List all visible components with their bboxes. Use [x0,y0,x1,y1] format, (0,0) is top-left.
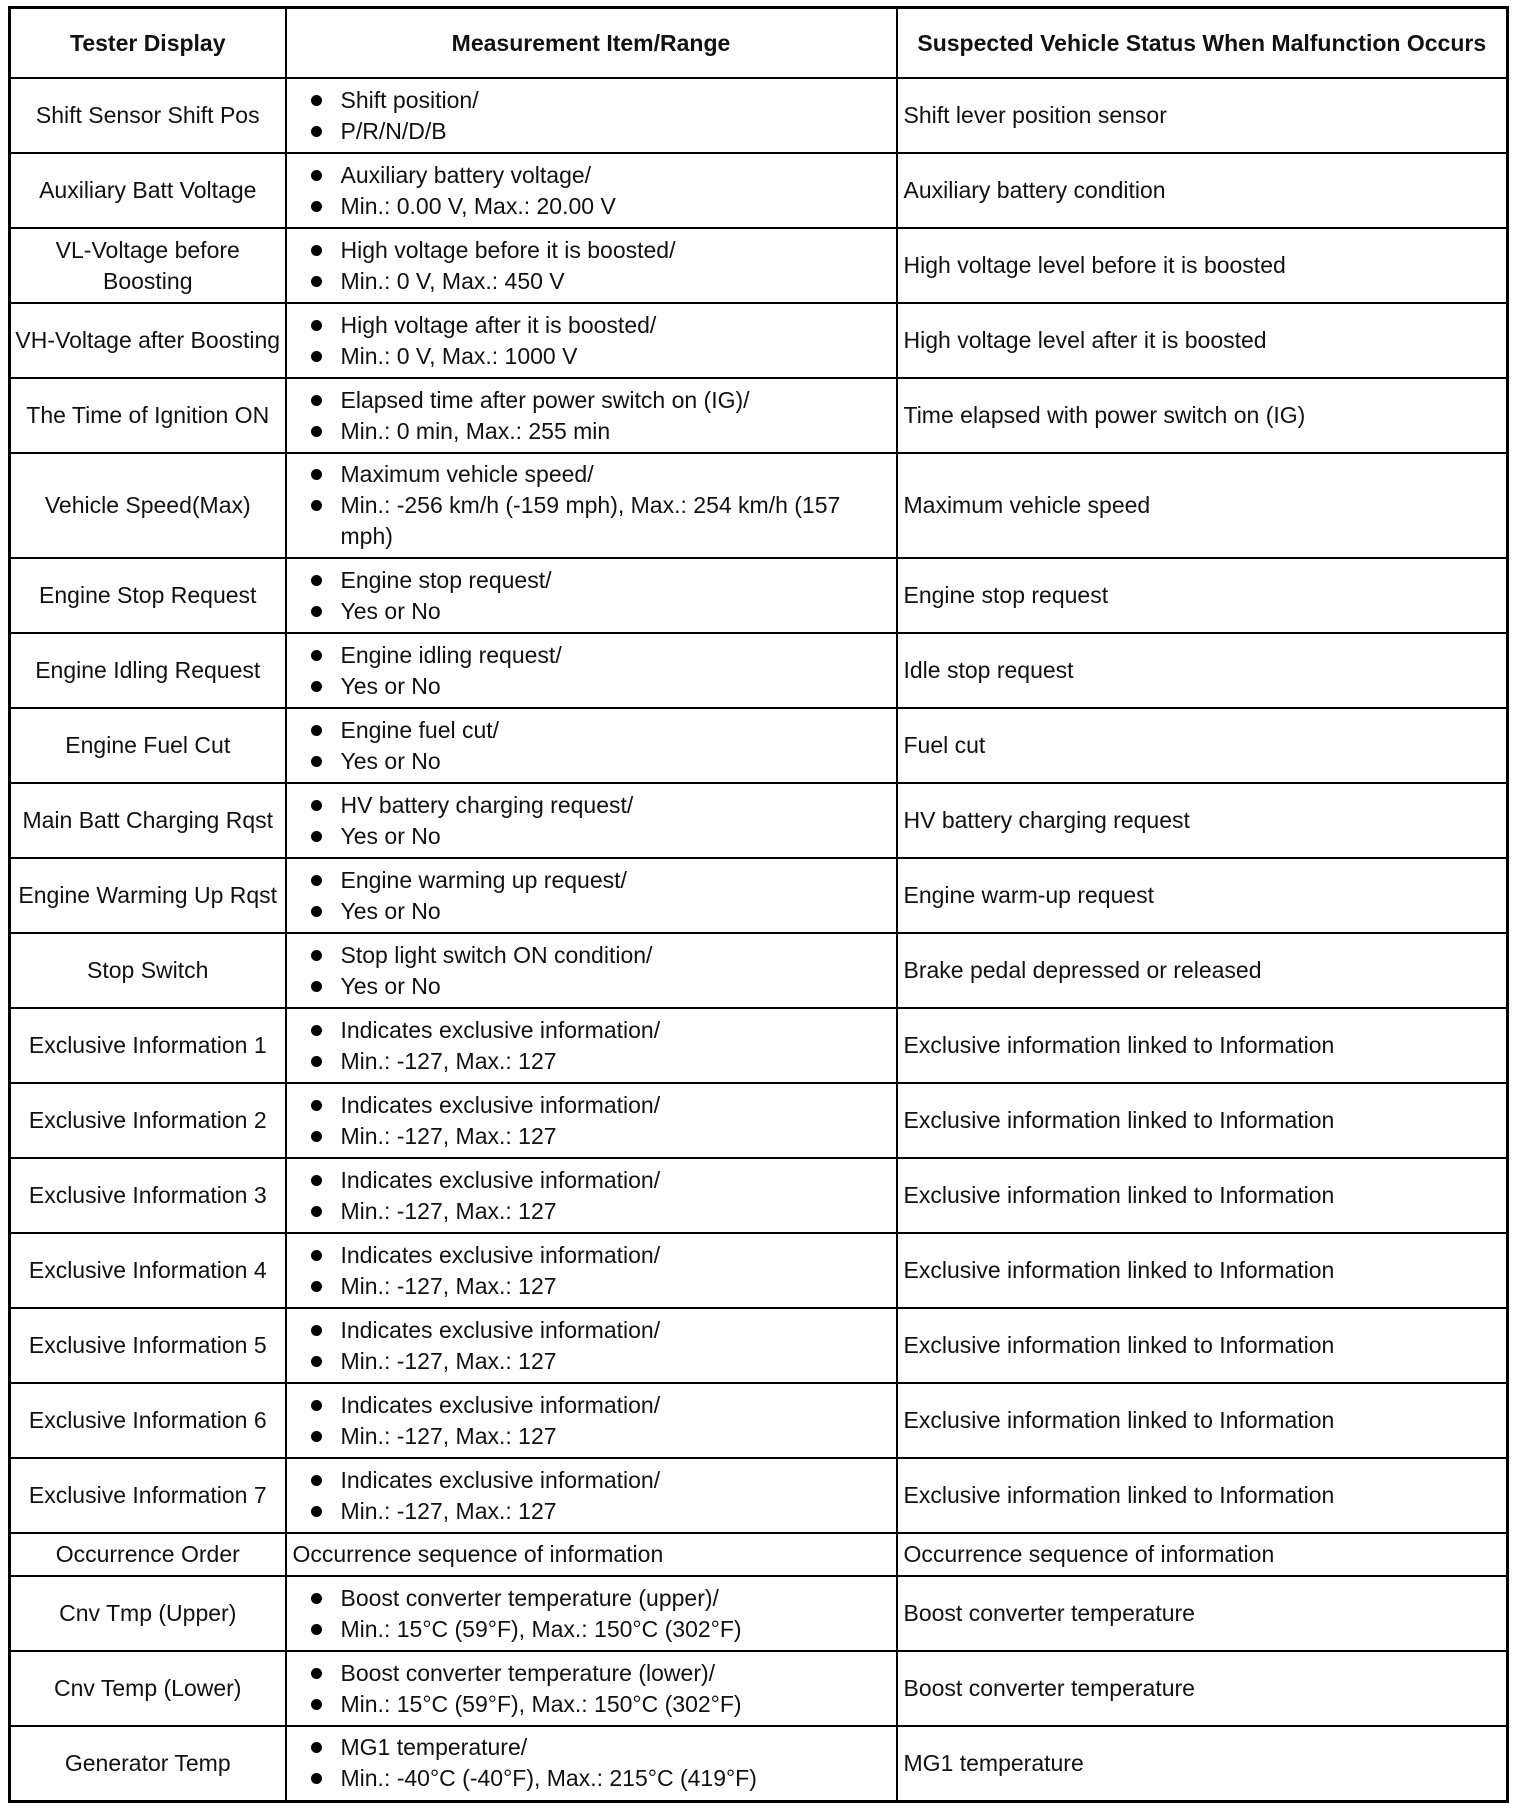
measurement-list [309,235,890,297]
measurement-list [309,310,890,372]
tester-display-cell: Stop Switch [10,933,286,1008]
table-row [10,228,1508,303]
tester-display-cell: Cnv Tmp (Upper) [10,1576,286,1651]
measurement-cell [286,153,897,228]
measurement-cell [286,1651,897,1726]
measurement-list [309,1315,890,1377]
tester-display-cell: Generator Temp [10,1726,286,1801]
measurement-bullet-item: Indicates exclusive information/ [309,1090,890,1121]
header-measurement-item: Measurement Item/Range [286,8,897,79]
measurement-bullet-item: Indicates exclusive information/ [309,1015,890,1046]
measurement-cell [286,453,897,558]
table-row [10,1233,1508,1308]
suspected-status-cell: MG1 temperature [897,1726,1508,1801]
suspected-status-cell: Exclusive information linked to Information [897,1383,1508,1458]
suspected-status-cell: Auxiliary battery condition [897,153,1508,228]
measurement-cell [286,933,897,1008]
suspected-status-cell: Exclusive information linked to Information [897,1083,1508,1158]
measurement-list [309,1240,890,1302]
table-body [10,78,1508,1801]
tester-display-cell: Exclusive Information 5 [10,1308,286,1383]
table-row [10,303,1508,378]
tester-display-cell: Engine Warming Up Rqst [10,858,286,933]
measurement-bullet-item: Yes or No [309,671,890,702]
tester-display-cell: Engine Stop Request [10,558,286,633]
measurement-bullet-item: Maximum vehicle speed/ [309,459,890,490]
suspected-status-cell: Time elapsed with power switch on (IG) [897,378,1508,453]
tester-display-cell: Engine Fuel Cut [10,708,286,783]
measurement-bullet-item: Boost converter temperature (lower)/ [309,1658,890,1689]
measurement-list [309,1390,890,1452]
measurement-bullet-item: Yes or No [309,821,890,852]
suspected-status-cell: Occurrence sequence of information [897,1533,1508,1576]
measurement-list [309,385,890,447]
tester-display-cell: Shift Sensor Shift Pos [10,78,286,153]
tester-display-cell: The Time of Ignition ON [10,378,286,453]
tester-display-cell: Exclusive Information 6 [10,1383,286,1458]
measurement-bullet-item: Indicates exclusive information/ [309,1315,890,1346]
suspected-status-cell: Exclusive information linked to Information [897,1008,1508,1083]
measurement-list [309,565,890,627]
measurement-cell [286,858,897,933]
measurement-list [309,865,890,927]
measurement-list [309,1658,890,1720]
suspected-status-cell: Boost converter temperature [897,1576,1508,1651]
table-row [10,933,1508,1008]
measurement-list [309,790,890,852]
measurement-list [309,1465,890,1527]
suspected-status-cell: Exclusive information linked to Information [897,1308,1508,1383]
data-list-table [8,6,1509,1803]
measurement-cell [286,1458,897,1533]
measurement-cell [286,1008,897,1083]
measurement-cell [286,1726,897,1801]
tester-display-cell: Exclusive Information 3 [10,1158,286,1233]
measurement-list [309,1090,890,1152]
measurement-bullet-item: Min.: -127, Max.: 127 [309,1496,890,1527]
suspected-status-cell: Brake pedal depressed or released [897,933,1508,1008]
suspected-status-cell: Maximum vehicle speed [897,453,1508,558]
measurement-bullet-item: Indicates exclusive information/ [309,1240,890,1271]
measurement-list [309,1165,890,1227]
suspected-status-cell: Boost converter temperature [897,1651,1508,1726]
measurement-bullet-item: Min.: -127, Max.: 127 [309,1346,890,1377]
measurement-cell [286,708,897,783]
measurement-bullet-item: Min.: 0 V, Max.: 1000 V [309,341,890,372]
measurement-bullet-item: Min.: 15°C (59°F), Max.: 150°C (302°F) [309,1689,890,1720]
measurement-bullet-item: P/R/N/D/B [309,116,890,147]
table-row [10,1383,1508,1458]
measurement-cell [286,228,897,303]
suspected-status-cell: Engine stop request [897,558,1508,633]
measurement-cell [286,633,897,708]
measurement-bullet-item: Min.: 0.00 V, Max.: 20.00 V [309,191,890,222]
table-row [10,858,1508,933]
measurement-bullet-item: Shift position/ [309,85,890,116]
table-row [10,783,1508,858]
measurement-bullet-item: Min.: 0 min, Max.: 255 min [309,416,890,447]
table-row [10,1458,1508,1533]
measurement-cell [286,303,897,378]
measurement-bullet-item: Stop light switch ON condition/ [309,940,890,971]
table-row [10,1158,1508,1233]
suspected-status-cell: Exclusive information linked to Information [897,1233,1508,1308]
measurement-cell [286,558,897,633]
measurement-bullet-item: Engine fuel cut/ [309,715,890,746]
measurement-list [309,459,890,552]
measurement-bullet-item: Boost converter temperature (upper)/ [309,1583,890,1614]
table-row [10,453,1508,558]
measurement-list [309,640,890,702]
measurement-cell [286,1158,897,1233]
table-row [10,78,1508,153]
tester-display-cell: Exclusive Information 1 [10,1008,286,1083]
measurement-list [309,85,890,147]
suspected-status-cell: Exclusive information linked to Information [897,1158,1508,1233]
measurement-bullet-item: Min.: -256 km/h (-159 mph), Max.: 254 km/h (157 mph) [309,490,890,552]
measurement-list [309,1015,890,1077]
measurement-bullet-item: Min.: -127, Max.: 127 [309,1121,890,1152]
table-row [10,1533,1508,1576]
measurement-cell [286,783,897,858]
measurement-cell [286,1083,897,1158]
header-row [10,8,1508,79]
suspected-status-cell: Engine warm-up request [897,858,1508,933]
tester-display-cell: Exclusive Information 7 [10,1458,286,1533]
table-row [10,1308,1508,1383]
table-row [10,633,1508,708]
measurement-bullet-item: Min.: 15°C (59°F), Max.: 150°C (302°F) [309,1614,890,1645]
suspected-status-cell: Shift lever position sensor [897,78,1508,153]
measurement-list [309,940,890,1002]
tester-display-cell: Cnv Temp (Lower) [10,1651,286,1726]
header-tester-display: Tester Display [10,8,286,79]
measurement-bullet-item: Indicates exclusive information/ [309,1165,890,1196]
measurement-cell [286,1233,897,1308]
suspected-status-cell: HV battery charging request [897,783,1508,858]
table-row [10,1083,1508,1158]
measurement-list [309,1583,890,1645]
measurement-bullet-item: Indicates exclusive information/ [309,1390,890,1421]
measurement-bullet-item: Min.: -127, Max.: 127 [309,1196,890,1227]
table-row [10,1008,1508,1083]
measurement-bullet-item: Min.: -127, Max.: 127 [309,1046,890,1077]
suspected-status-cell: Idle stop request [897,633,1508,708]
measurement-bullet-item: Indicates exclusive information/ [309,1465,890,1496]
tester-display-cell: Exclusive Information 4 [10,1233,286,1308]
measurement-cell [286,78,897,153]
tester-display-cell: VH-Voltage after Boosting [10,303,286,378]
measurement-bullet-item: Min.: 0 V, Max.: 450 V [309,266,890,297]
measurement-bullet-item: Engine idling request/ [309,640,890,671]
measurement-bullet-item: High voltage before it is boosted/ [309,235,890,266]
table-row [10,1651,1508,1726]
measurement-bullet-item: MG1 temperature/ [309,1732,890,1763]
tester-display-cell: Exclusive Information 2 [10,1083,286,1158]
header-suspected-status: Suspected Vehicle Status When Malfunction Occurs [897,8,1508,79]
measurement-bullet-item: High voltage after it is boosted/ [309,310,890,341]
measurement-list [309,715,890,777]
measurement-bullet-item: Auxiliary battery voltage/ [309,160,890,191]
tester-display-cell: Engine Idling Request [10,633,286,708]
measurement-cell [286,1308,897,1383]
measurement-bullet-item: Yes or No [309,596,890,627]
tester-display-cell: Auxiliary Batt Voltage [10,153,286,228]
measurement-bullet-item: Yes or No [309,971,890,1002]
measurement-bullet-item: Min.: -127, Max.: 127 [309,1421,890,1452]
tester-display-cell: VL-Voltage before Boosting [10,228,286,303]
tester-display-cell: Main Batt Charging Rqst [10,783,286,858]
table-row [10,708,1508,783]
tester-display-cell: Occurrence Order [10,1533,286,1576]
measurement-bullet-item: Elapsed time after power switch on (IG)/ [309,385,890,416]
table-row [10,558,1508,633]
measurement-bullet-item: Engine warming up request/ [309,865,890,896]
measurement-cell [286,1383,897,1458]
tester-display-cell: Vehicle Speed(Max) [10,453,286,558]
suspected-status-cell: Exclusive information linked to Information [897,1458,1508,1533]
measurement-bullet-item: Min.: -127, Max.: 127 [309,1271,890,1302]
measurement-bullet-item: Engine stop request/ [309,565,890,596]
measurement-bullet-item: Yes or No [309,896,890,927]
suspected-status-cell: Fuel cut [897,708,1508,783]
table-row [10,378,1508,453]
measurement-bullet-item: HV battery charging request/ [309,790,890,821]
measurement-cell [286,1576,897,1651]
measurement-bullet-item: Min.: -40°C (-40°F), Max.: 215°C (419°F) [309,1763,890,1794]
table-row [10,1726,1508,1801]
measurement-cell: Occurrence sequence of information [286,1533,897,1576]
measurement-list [309,160,890,222]
table-row [10,153,1508,228]
measurement-bullet-item: Yes or No [309,746,890,777]
suspected-status-cell: High voltage level after it is boosted [897,303,1508,378]
suspected-status-cell: High voltage level before it is boosted [897,228,1508,303]
measurement-cell [286,378,897,453]
table-row [10,1576,1508,1651]
measurement-list [309,1732,890,1794]
